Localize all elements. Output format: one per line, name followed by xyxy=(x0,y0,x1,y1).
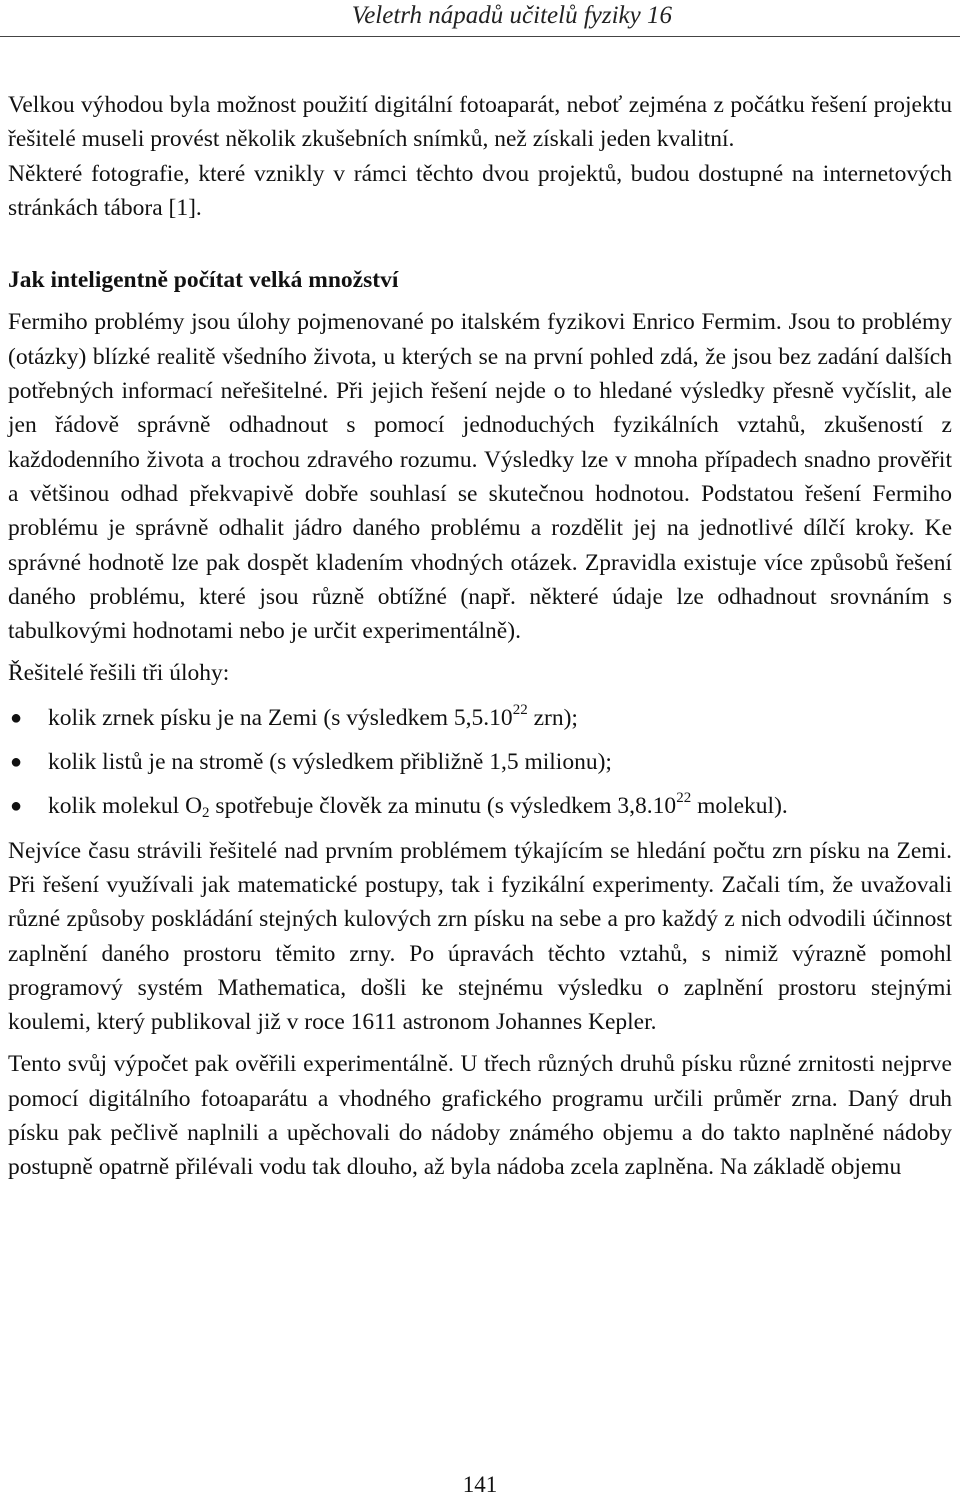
superscript: 22 xyxy=(676,790,692,807)
list-item-text: molekul). xyxy=(691,793,788,820)
list-item xyxy=(8,701,952,735)
intro-paragraph-1: Velkou výhodou byla možnost použití digitální fotoaparát, neboť zejména z počátku řešení projektu řešitelé museli provést několik zkušebních snímků, než získali jeden kvalitní. xyxy=(8,92,952,153)
running-header-title: Veletrh nápadů učitelů fyziky 16 xyxy=(351,2,672,29)
list-item-text: kolik zrnek písku je na Zemi (s výsledkem 5,5.10 xyxy=(48,704,513,731)
superscript: 22 xyxy=(512,701,528,718)
list-intro: Řešitelé řešili tři úlohy: xyxy=(8,660,230,687)
section-paragraph-2: Nejvíce času strávili řešitelé nad prvním problémem týkajícím se hledání počtu zrn písku na Zemi. Při řešení využívali jak matematické postupy, tak i fyzikální experimenty. Začali tím, že uvažovali různé způsoby poskládání stejných kulových zrn písku na sebe a pro každý z nich odvodili účinnost zaplnění daného prostoru těmito zrny. Po úpravách těchto vztahů, s nimiž výrazně pomohl programový systém Mathematica, došli ke stejnému výsledku o zaplnění prostoru stejnými koulemi, který publikoval již v roce 1611 astronom Johannes Kepler. xyxy=(8,837,952,1036)
bullet-icon: ● xyxy=(10,795,23,818)
intro-paragraph-2: Některé fotografie, které vznikly v rámci těchto dvou projektů, budou dostupné na internetových stránkách tábora [1]. xyxy=(8,160,952,221)
running-header xyxy=(0,0,960,37)
page-content xyxy=(8,88,952,1185)
list-item xyxy=(8,745,952,779)
list-item-text: zrn); xyxy=(527,704,578,731)
task-list xyxy=(8,701,952,824)
list-item-text: kolik listů je na stromě (s výsledkem přibližně 1,5 milionu); xyxy=(48,749,612,776)
list-item xyxy=(8,789,952,823)
page-number: 141 xyxy=(462,1472,498,1497)
bullet-icon: ● xyxy=(10,706,23,729)
section-paragraph-3: Tento svůj výpočet pak ověřili experimentálně. U třech různých druhů písku různé zrnitosti nejprve pomocí digitálního fotoaparátu a vhodného grafického programu určili průměr zrna. Daný druh písku pak pečlivě naplnili a upěchovali do nádoby známého objemu a do takto naplněné nádoby postupně opatrně přilévali vodu tak dlouho, až byla nádoba zcela zaplněna. Na základě objemu xyxy=(8,1051,952,1181)
list-item-text: kolik molekul O xyxy=(48,793,203,820)
subscript: 2 xyxy=(202,805,210,822)
bullet-icon: ● xyxy=(10,751,23,774)
list-item-text: spotřebuje člověk za minutu (s výsledkem 3,8.10 xyxy=(209,793,677,820)
section-heading: Jak inteligentně počítat velká množství xyxy=(8,267,399,294)
section-paragraph-1: Fermiho problémy jsou úlohy pojmenované po italském fyzikovi Enrico Fermim. Jsou to problémy (otázky) blízké realitě všedního života, u kterých se na první pohled zdá, že jsou bez zadání dalších potřebných informací neřešitelné. Při jejich řešení nejde o to hledané výsledky přesně vyčíslit, ale jen řádově správně odhadnout s pomocí jednoduchých fyzikálních vztahů, zkušeností z každodenního života a trochou zdravého rozumu. Výsledky lze v mnoha případech snadno prověřit a většinou odhad překvapivě dobře souhlasí se skutečnou hodnotou. Podstatou řešení Fermiho problému je správně odhalit jádro daného problému a rozdělit jej na jednotlivé dílčí kroky. Ke správné hodnotě lze pak dospět kladením vhodných otázek. Zpravidla existuje více způsobů řešení daného problému, které jsou různě obtížné (např. některé údaje lze odhadnout srovnáním s tabulkovými hodnotami nebo je určit experimentálně). xyxy=(8,309,952,645)
